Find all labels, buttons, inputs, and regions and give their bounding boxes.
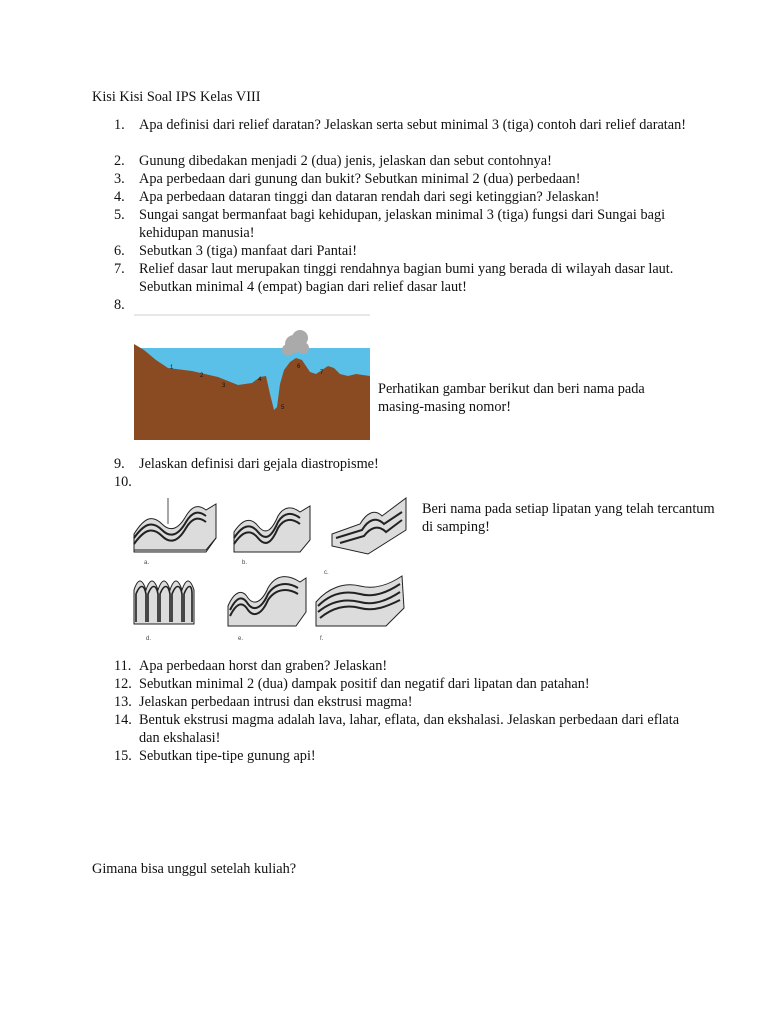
question-text: Apa perbedaan horst dan graben? Jelaskan! [139,658,388,674]
fold-label-b: b. [242,560,248,566]
question-text: Relief dasar laut merupakan tinggi rendahnya bagian bumi yang berada di wilayah dasar laut. Sebutkan minimal 4 (empat) bagian dari relief dasar laut! [139,261,674,295]
question-number: 3. [114,171,125,187]
question-6 [114,242,694,260]
document-title: Kisi Kisi Soal IPS Kelas VIII [92,89,261,105]
seafloor-label-7: 7 [320,370,324,376]
question-number: 2. [114,153,125,169]
fold-label-f: f. [320,636,324,642]
seafloor-relief-figure [134,314,370,440]
question-text: Sebutkan minimal 2 (dua) dampak positif dan negatif dari lipatan dan patahan! [139,676,590,692]
question-1 [114,116,694,134]
question-number: 6. [114,243,125,259]
question-13 [114,693,694,711]
folds-instruction: Beri nama pada setiap lipatan yang telah tercantum di samping! [422,501,715,535]
question-text: Sebutkan 3 (tiga) manfaat dari Pantai! [139,243,357,259]
fold-block-f [316,576,404,642]
seafloor-label-5: 5 [281,405,285,411]
question-text: Apa perbedaan dataran tinggi dan dataran rendah dari segi ketinggian? Jelaskan! [139,189,600,205]
question-number: 15. [114,748,132,764]
seafloor-label-1: 1 [170,365,174,371]
question-number: 10. [114,474,132,490]
question-text: Sungai sangat bermanfaat bagi kehidupan, jelaskan minimal 3 (tiga) fungsi dari Sungai bagi kehidupan manusia! [139,207,666,241]
question-number: 11. [114,658,132,674]
fold-block-d [134,581,194,642]
question-text: Jelaskan perbedaan intrusi dan ekstrusi magma! [139,694,413,710]
question-7 [114,260,694,296]
question-5 [114,206,694,242]
question-number: 13. [114,694,132,710]
fold-label-e: e. [238,636,244,642]
question-14 [114,711,694,747]
question-text: Apa definisi dari relief daratan? Jelaskan serta sebut minimal 3 (tiga) contoh dari relief daratan! [139,117,687,133]
fold-block-b [234,506,310,566]
question-15 [114,747,694,765]
fold-label-d: d. [146,636,152,642]
question-text: Bentuk ekstrusi magma adalah lava, lahar, eflata, dan ekshalasi. Jelaskan perbedaan dari eflata dan ekshalasi! [139,712,680,746]
question-number: 9. [114,456,125,472]
question-number: 7. [114,261,125,277]
question-number: 8. [114,297,125,313]
seafloor-label-4: 4 [258,377,262,383]
question-3 [114,170,694,188]
seafloor-label-6: 6 [297,364,301,370]
question-12 [114,675,694,693]
folds-figure [130,494,410,648]
fold-label-a: a. [144,560,150,566]
question-4 [114,188,694,206]
question-number: 4. [114,189,125,205]
question-number: 5. [114,207,125,223]
question-11 [114,657,694,675]
question-text: Gunung dibedakan menjadi 2 (dua) jenis, jelaskan dan sebut contohnya! [139,153,552,169]
seafloor-label-3: 3 [222,383,226,389]
footer-text: Gimana bisa unggul setelah kuliah? [92,861,297,877]
seafloor-instruction: Perhatikan gambar berikut dan beri nama pada masing-masing nomor! [378,381,645,415]
question-text: Sebutkan tipe-tipe gunung api! [139,748,316,764]
fold-block-c [324,498,406,576]
question-9 [114,455,694,473]
question-text: Apa perbedaan dari gunung dan bukit? Sebutkan minimal 2 (dua) perbedaan! [139,171,581,187]
question-number: 12. [114,676,132,692]
fold-label-c: c. [324,570,329,576]
seafloor-label-2: 2 [200,373,204,379]
question-number: 1. [114,117,125,133]
question-text: Jelaskan definisi dari gejala diastropisme! [139,456,379,472]
question-number: 14. [114,712,132,728]
question-2 [114,152,694,170]
fold-block-e [228,577,306,642]
fold-block-a [134,498,216,566]
